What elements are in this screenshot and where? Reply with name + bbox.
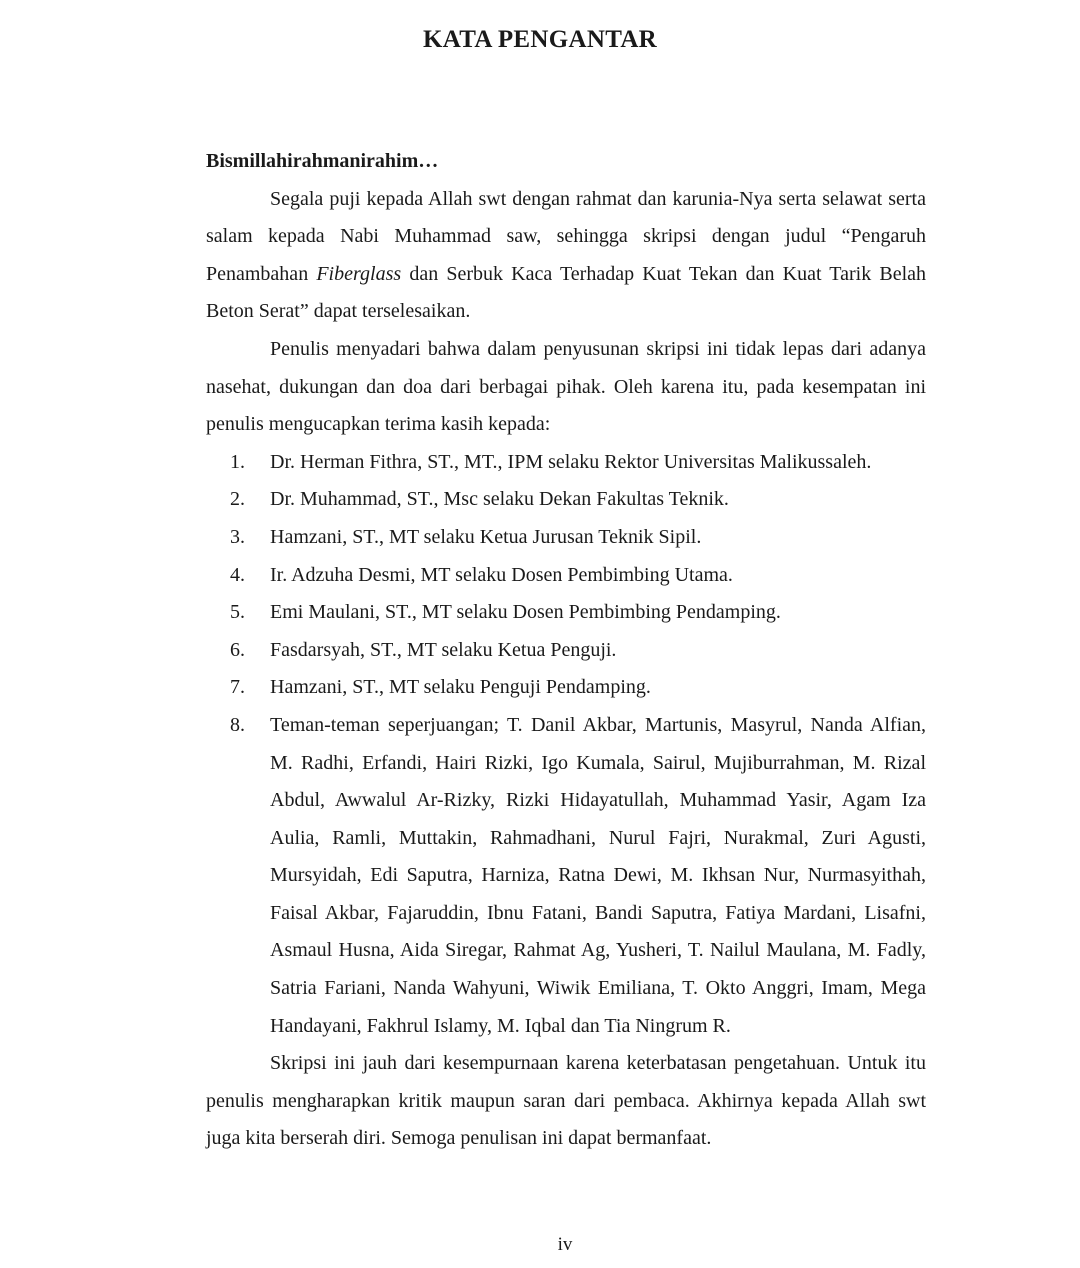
list-item-text: Emi Maulani, ST., MT selaku Dosen Pembimbing Pendamping. <box>270 601 781 624</box>
paragraph-acknowledgement: Penulis menyadari bahwa dalam penyusunan skripsi ini tidak lepas dari adanya nasehat, dukungan dan doa dari berbagai pihak. Oleh karena itu, pada kesempatan ini penulis mengucapkan terima kasih kepada: <box>206 337 926 436</box>
list-item-number: 6. <box>230 638 245 661</box>
page-title: KATA PENGANTAR <box>422 26 658 53</box>
list-item-number: 7. <box>230 676 245 699</box>
paragraph-intro-text-end: dan Serbuk Kaca Terhadap Kuat Tekan dan Kuat Tarik Belah Beton Serat” dapat terselesaikan. <box>206 262 927 323</box>
paragraph-intro-text: Segala puji kepada Allah swt dengan rahmat dan karunia-Nya serta selawat serta salam kepada Nabi Muhammad saw, sehingga skripsi dengan judul “Pengaruh Penambahan <box>206 187 926 285</box>
list-item <box>206 707 926 1045</box>
list-item-text: Fasdarsyah, ST., MT selaku Ketua Penguji. <box>270 638 617 661</box>
list-item-text: Hamzani, ST., MT selaku Ketua Jurusan Teknik Sipil. <box>270 525 702 548</box>
thanks-list <box>206 444 926 1046</box>
list-item-number: 3. <box>230 525 245 548</box>
list-item <box>206 632 926 670</box>
list-item-text: Dr. Muhammad, ST., Msc selaku Dekan Fakultas Teknik. <box>270 488 729 511</box>
list-item <box>206 594 926 632</box>
list-item <box>206 669 926 707</box>
page-number: iv <box>557 1234 573 1255</box>
list-item-number: 2. <box>230 488 245 511</box>
document-body <box>206 143 926 1158</box>
list-item <box>206 444 926 482</box>
opening-greeting: Bismillahirahmanirahim… <box>206 150 439 172</box>
list-item <box>206 519 926 557</box>
list-item <box>206 557 926 595</box>
list-item-text: Teman-teman seperjuangan; T. Danil Akbar, Martunis, Masyrul, Nanda Alfian, M. Radhi, Erfandi, Hairi Rizki, Igo Kumala, Sairul, Mujiburrahman, M. Rizal Abdul, Awwalul Ar-Rizky, Rizki Hidayatullah, Muhammad Yasir, Agam Iza Aulia, Ramli, Muttakin, Rahmadhani, Nurul Fajri, Nurakmal, Zuri Agusti, Mursyidah, Edi Saputra, Harniza, Ratna Dewi, M. Ikhsan Nur, Nurmasyithah, Faisal Akbar, Fajaruddin, Ibnu Fatani, Bandi Saputra, Fatiya Mardani, Lisafni, Asmaul Husna, Aida Siregar, Rahmat Ag, Yusheri, T. Nailul Maulana, M. Fadly, Satria Fariani, Nanda Wahyuni, Wiwik Emiliana, T. Okto Anggri, Imam, Mega Handayani, Fakhrul Islamy, M. Iqbal dan Tia Ningrum R. <box>270 713 926 1037</box>
list-item-text: Dr. Herman Fithra, ST., MT., IPM selaku Rektor Universitas Malikussaleh. <box>270 450 872 473</box>
list-item-text: Hamzani, ST., MT selaku Penguji Pendamping. <box>270 676 651 699</box>
list-item-number: 8. <box>230 713 245 736</box>
list-item <box>206 481 926 519</box>
paragraph-intro <box>206 181 926 331</box>
list-item-text: Ir. Adzuha Desmi, MT selaku Dosen Pembimbing Utama. <box>270 563 733 586</box>
list-item-number: 1. <box>230 450 245 473</box>
paragraph-closing: Skripsi ini jauh dari kesempurnaan karena keterbatasan pengetahuan. Untuk itu penulis mengharapkan kritik maupun saran dari pembaca. Akhirnya kepada Allah swt juga kita berserah diri. Semoga penulisan ini dapat bermanfaat. <box>206 1052 926 1150</box>
list-item-number: 4. <box>230 563 245 586</box>
paragraph-intro-italic: Fiberglass <box>316 262 402 285</box>
list-item-number: 5. <box>230 601 245 624</box>
